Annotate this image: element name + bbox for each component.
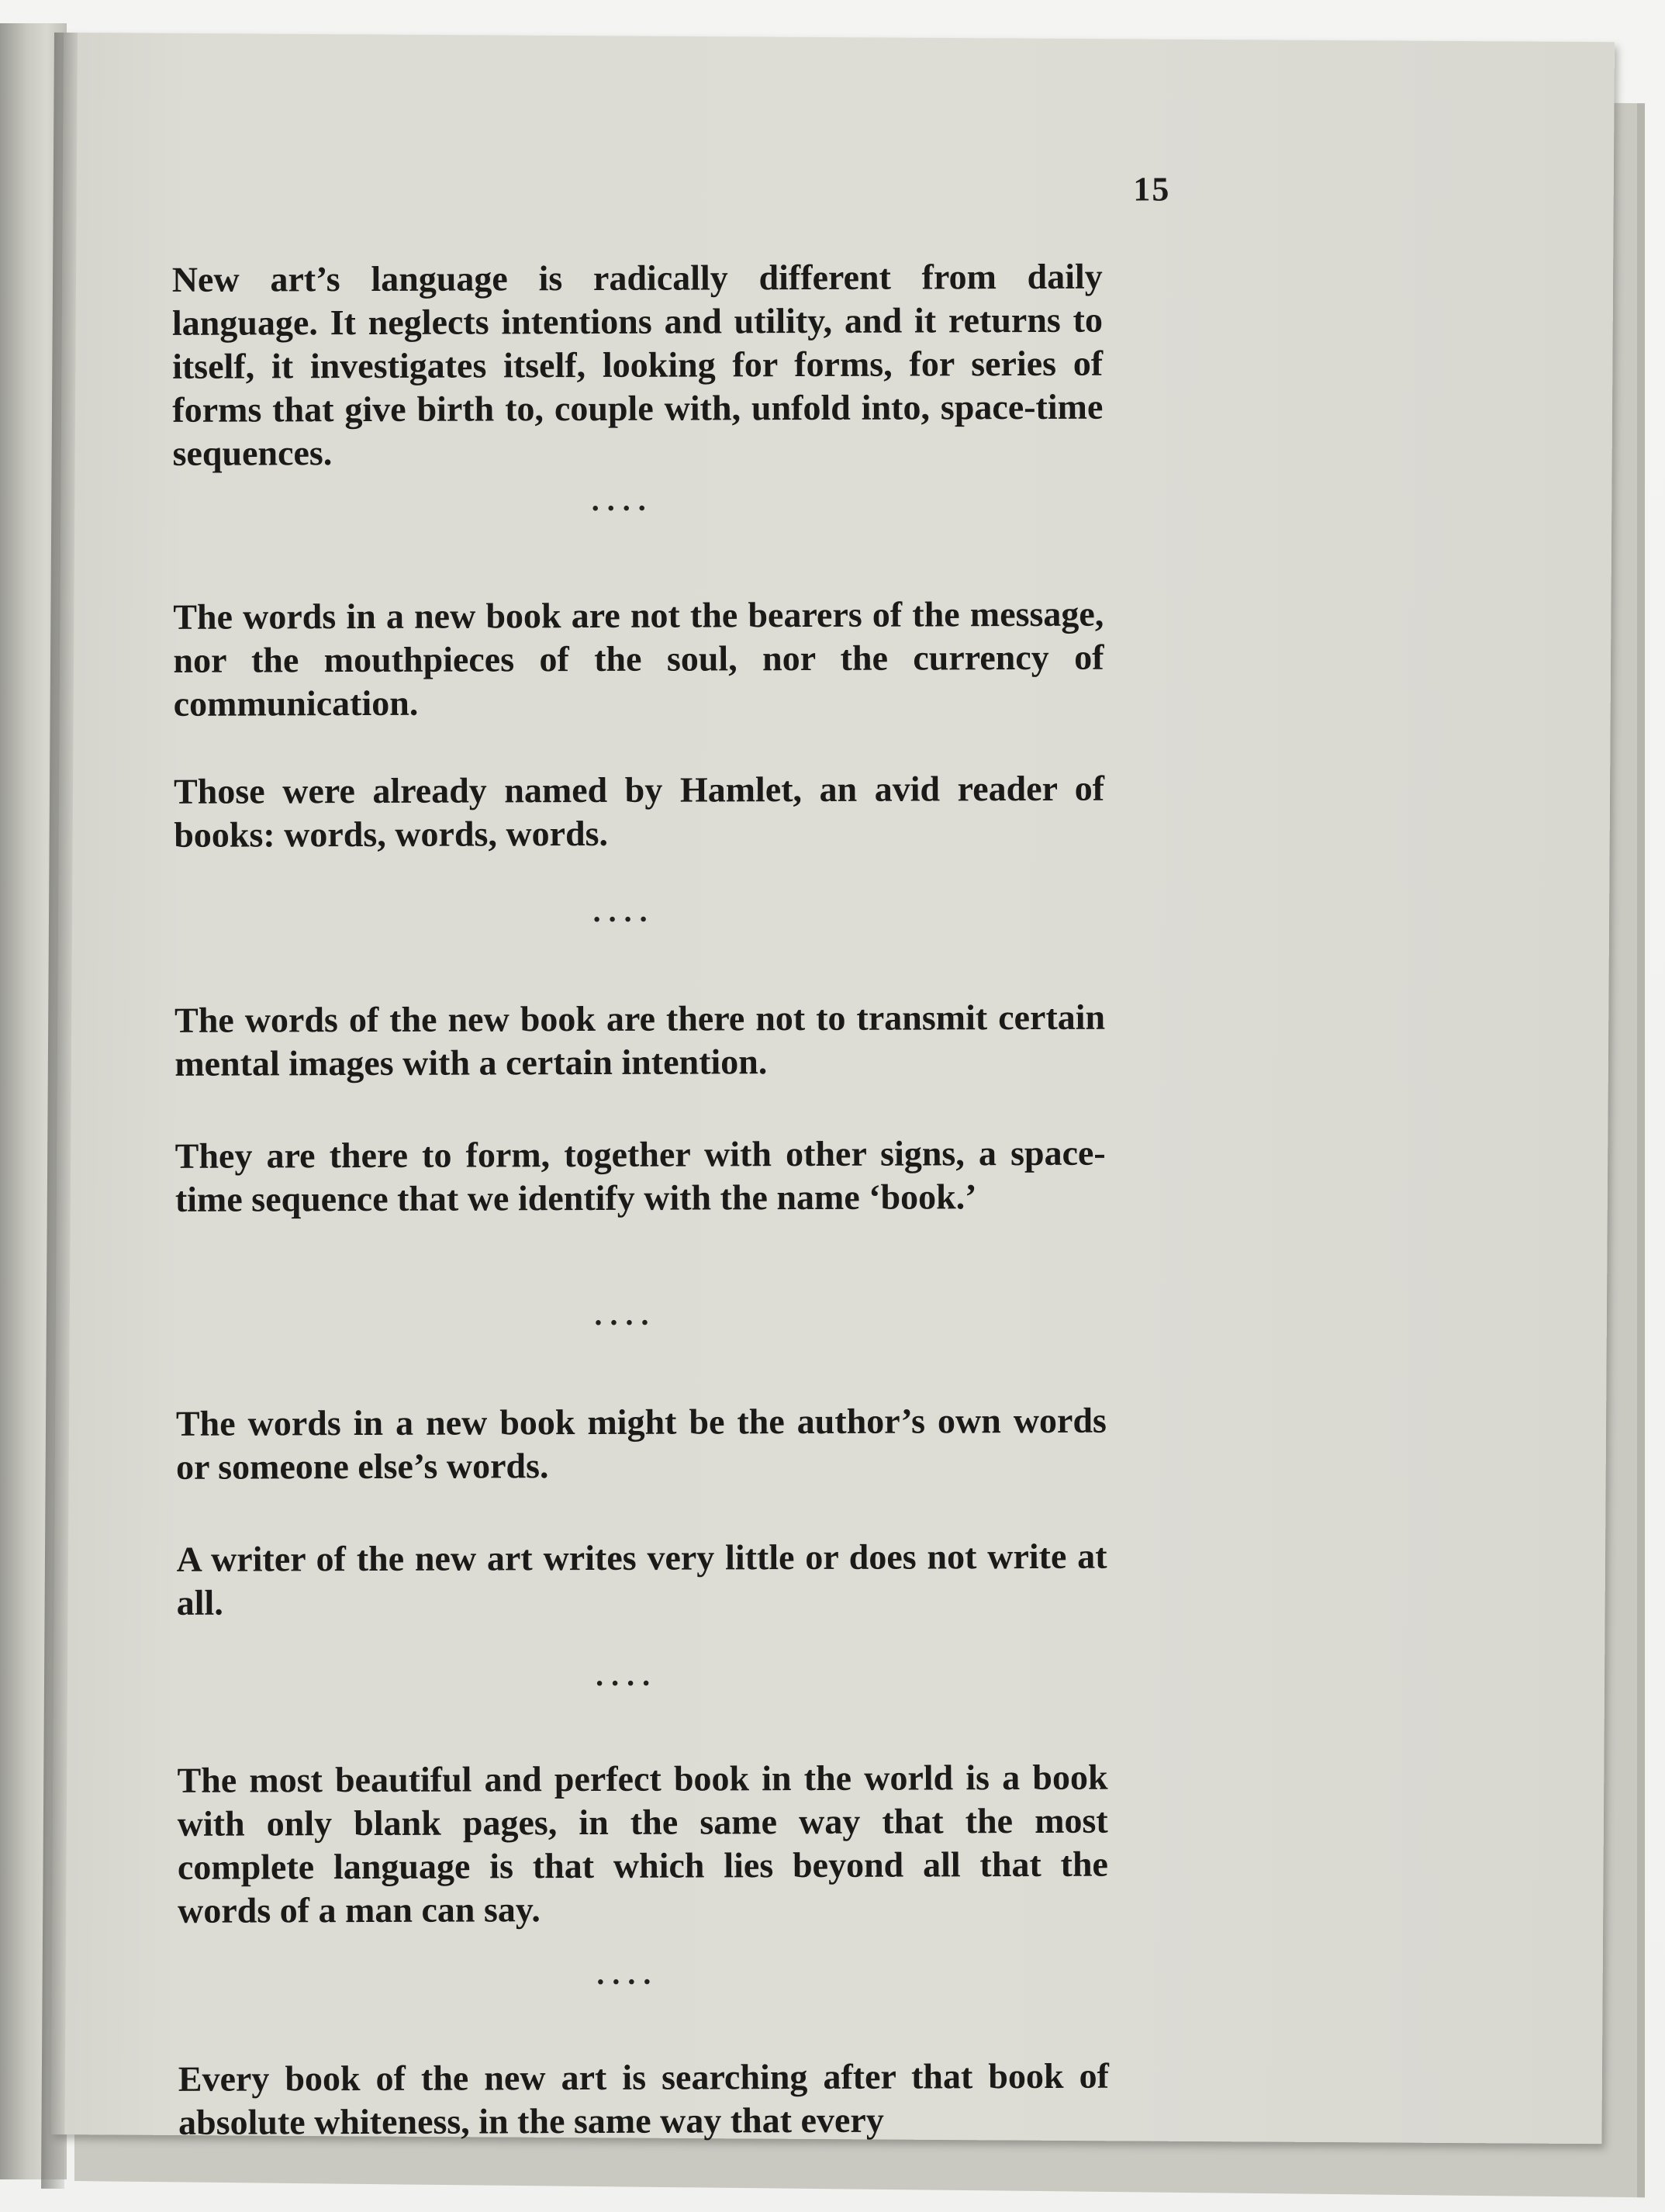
page-number: 15	[1133, 170, 1171, 209]
paragraph-blank-pages: The most beautiful and perfect book in the world is a book with only blank pages, in the same way that the most complete language is that which lies beyond all that the words of a man can say.	[177, 1757, 1108, 1930]
section-separator: ....	[595, 1657, 658, 1692]
paragraph-absolute-whiteness: Every book of the new art is searching after that book of absolute whiteness, in the same way that every	[178, 2055, 1109, 2142]
section-separator: ....	[596, 1955, 659, 1991]
section-separator: ....	[594, 1296, 657, 1332]
page-text-block	[171, 138, 1171, 2142]
paragraph-space-time-sequence: They are there to form, together with other signs, a space-time sequence that we identify with the name ‘book.’	[174, 1132, 1106, 1219]
book-page	[50, 33, 1615, 2144]
paragraph-writer-writes-little: A writer of the new art writes very little or does not write at all.	[176, 1536, 1107, 1623]
paragraph-words-not-bearers: The words in a new book are not the bearers of the message, nor the mouthpieces of the soul, nor the currency of communication.	[173, 593, 1104, 724]
section-separator: ....	[591, 482, 654, 517]
paragraph-hamlet: Those were already named by Hamlet, an avid reader of books: words, words, words.	[173, 768, 1105, 855]
section-separator: ....	[592, 893, 655, 928]
paragraph-authors-own-words: The words in a new book might be the author’s own words or someone else’s words.	[175, 1400, 1107, 1487]
paragraph-not-to-transmit: The words of the new book are there not to transmit certain mental images with a certain intention.	[174, 997, 1106, 1084]
paragraph-new-art-language: New art’s language is radically different from daily language. It neglects intentions and utility, and it returns to itself, it investigates itself, looking for forms, for series of forms that give birth to, couple with, unfold into, space-time sequences.	[171, 256, 1104, 473]
